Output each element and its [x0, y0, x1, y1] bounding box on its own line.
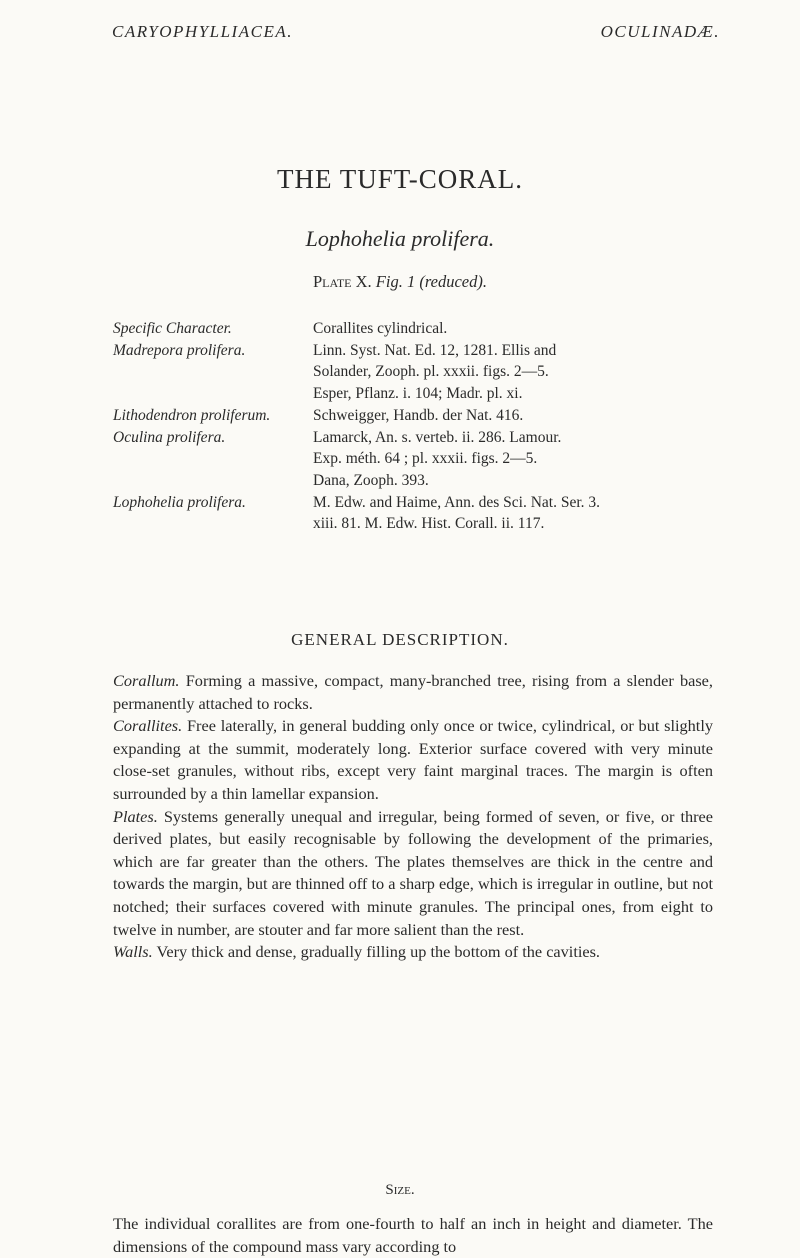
paragraph-text: Free laterally, in general budding only once or twice, cylindrical, or but slightly expanding at the summit, moderately long. Exterior surface covered with very minute close-set granules, without ribs, except very faint marginal traces. The margin is often surrounded by a thin lamellar expansion.: [113, 716, 713, 803]
plate-note: (reduced).: [419, 272, 487, 291]
running-head-left: CARYOPHYLLIACEA.: [112, 22, 293, 41]
plate-reference: [0, 272, 800, 292]
size-paragraph: The individual corallites are from one-fourth to half an inch in height and diameter. The dimensions of the compound mass vary according to: [113, 1214, 713, 1256]
specific-character-row: [113, 318, 740, 340]
synonym-entry: [113, 405, 740, 427]
synonym-refs: [313, 427, 740, 492]
synonym-refs: [313, 492, 740, 535]
synonym-ref-line: Dana, Zooph. 393.: [313, 471, 429, 489]
synonym-ref-line: M. Edw. and Haime, Ann. des Sci. Nat. Ser. 3.: [313, 493, 600, 511]
plate-label: Plate X.: [313, 272, 372, 291]
description-paragraph: [113, 941, 713, 964]
paragraph-label: Corallum.: [113, 671, 180, 690]
synonym-refs: [313, 340, 740, 405]
synonym-name: Lophohelia prolifera.: [113, 493, 246, 511]
synonym-entry: [113, 340, 740, 405]
plate-fig: Fig. 1: [375, 272, 416, 291]
running-head: [112, 22, 720, 42]
synonym-refs: [313, 405, 740, 427]
synonym-entry: [113, 492, 740, 535]
synonym-ref-line: Lamarck, An. s. verteb. ii. 286. Lamour.: [313, 428, 562, 446]
synonym-ref-line: Solander, Zooph. pl. xxxii. figs. 2—5.: [313, 363, 549, 381]
specific-character-label: Specific Character.: [113, 320, 232, 337]
size-heading: Size.: [385, 1182, 415, 1198]
paragraph-text: Forming a massive, compact, many-branched tree, rising from a slender base, permanently attached to rocks.: [113, 671, 713, 713]
synonym-name: Oculina prolifera.: [113, 428, 226, 446]
synonym-ref-line: Esper, Pflanz. i. 104; Madr. pl. xi.: [313, 385, 523, 403]
general-description-body: [113, 670, 713, 964]
description-paragraph: [113, 715, 713, 805]
general-description-heading: GENERAL DESCRIPTION.: [291, 630, 509, 649]
synonym-name: Madrepora prolifera.: [113, 341, 246, 359]
page-title: THE TUFT-CORAL.: [276, 164, 524, 194]
synonym-ref-line: xiii. 81. M. Edw. Hist. Corall. ii. 117.: [313, 515, 545, 533]
paragraph-label: Plates.: [113, 806, 158, 826]
synonym-name: Lithodendron proliferum.: [113, 406, 271, 424]
synonym-ref-line: Schweigger, Handb. der Nat. 416.: [313, 406, 524, 424]
paragraph-text: Systems generally unequal and irregular, being formed of seven, or five, or three derived plates, but easily recognisable by following the development of the primaries, which are far greater than the others. The plates themselves are thick in the centre and towards the margin, but are thinned off to a sharp edge, which is irregular in outline, but not notched; their surfaces covered with minute granules. The principal ones, from eight to twelve in number, are stouter and far more salient than the rest.: [113, 806, 713, 939]
synonym-ref-line: Exp. méth. 64 ; pl. xxxii. figs. 2—5.: [313, 450, 538, 468]
species-name: Lophohelia prolifera.: [305, 226, 495, 251]
description-paragraph: [113, 670, 713, 715]
synonym-ref-line: Linn. Syst. Nat. Ed. 12, 1281. Ellis and: [313, 341, 557, 359]
specific-character-text: Corallites cylindrical.: [313, 320, 448, 337]
paragraph-text: Very thick and dense, gradually filling up the bottom of the cavities.: [156, 942, 601, 962]
running-head-right: OCULINADÆ.: [600, 22, 720, 41]
paragraph-label: Walls.: [113, 942, 153, 962]
paragraph-label: Corallites.: [113, 716, 183, 736]
synonymy-block: [113, 318, 740, 535]
description-paragraph: [113, 806, 713, 942]
synonym-entry: [113, 427, 740, 492]
